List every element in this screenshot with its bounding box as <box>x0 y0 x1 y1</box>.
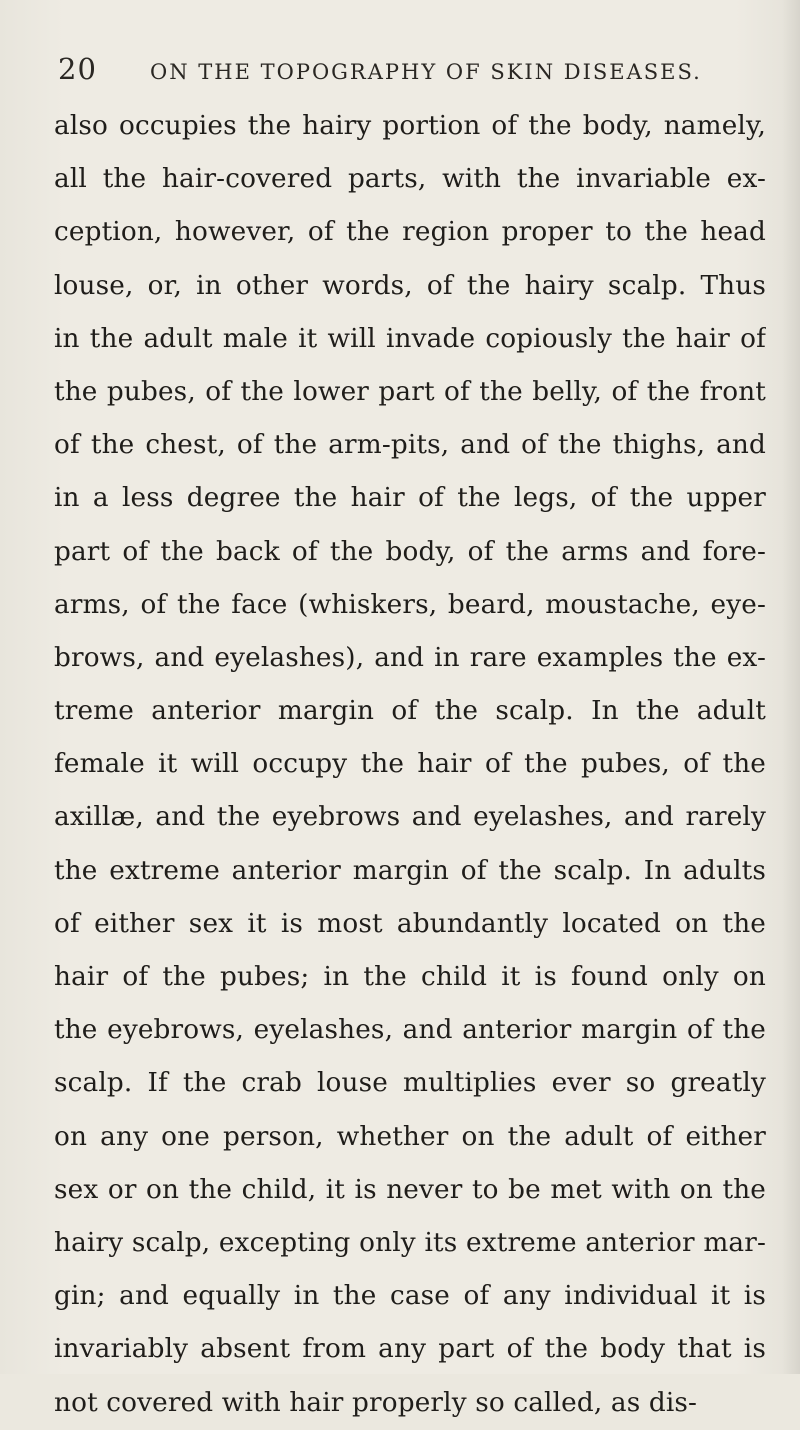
text-line: the extreme anterior margin of the scalp. In adults <box>54 855 766 886</box>
text-line: louse, or, in other words, of the hairy scalp. Thus <box>54 270 766 301</box>
body-text <box>54 100 766 1430</box>
text-line: also occupies the hairy portion of the body, namely, <box>54 111 766 141</box>
text-line: the eyebrows, eyelashes, and anterior margin of the <box>54 1015 766 1046</box>
text-line: gin; and equally in the case of any individual it is <box>54 1281 766 1312</box>
text-line: sex or on the child, it is never to be met with on the <box>54 1174 766 1205</box>
text-line: arms, of the face (whiskers, beard, moustache, eye- <box>54 589 766 620</box>
text-line: all the hair-covered parts, with the invariable ex- <box>54 164 766 195</box>
text-line: treme anterior margin of the scalp. In the adult <box>54 696 766 727</box>
text-line: in the adult male it will invade copiously the hair of <box>54 323 766 354</box>
text-line: the pubes, of the lower part of the belly, of the front <box>54 376 766 407</box>
page-header <box>58 52 758 92</box>
text-line: female it will occupy the hair of the pubes, of the <box>54 749 766 780</box>
text-line: of the chest, of the arm-pits, and of the thighs, and <box>54 430 766 461</box>
text-line: hair of the pubes; in the child it is found only on <box>54 962 766 992</box>
text-line: invariably absent from any part of the body that is <box>54 1334 766 1365</box>
text-line: brows, and eyelashes), and in rare examples the ex- <box>54 642 766 673</box>
text-line: part of the back of the body, of the arms and fore- <box>54 536 766 567</box>
text-line: hairy scalp, excepting only its extreme anterior mar- <box>54 1227 766 1258</box>
text-line: scalp. If the crab louse multiplies ever so greatly <box>54 1068 766 1099</box>
text-line: on any one person, whether on the adult of either <box>54 1121 766 1152</box>
text-line: axillæ, and the eyebrows and eyelashes, and rarely <box>54 802 766 833</box>
page-number: 20 <box>58 52 97 86</box>
running-title: ON THE TOPOGRAPHY OF SKIN DISEASES. <box>150 60 702 84</box>
page-edge-shadow <box>782 0 800 1374</box>
text-line: ception, however, of the region proper to the head <box>54 217 766 248</box>
text-line: of either sex it is most abundantly located on the <box>54 908 766 939</box>
text-line: not covered with hair properly so called, as dis- <box>54 1387 698 1418</box>
text-line: in a less degree the hair of the legs, of the upper <box>54 483 766 514</box>
